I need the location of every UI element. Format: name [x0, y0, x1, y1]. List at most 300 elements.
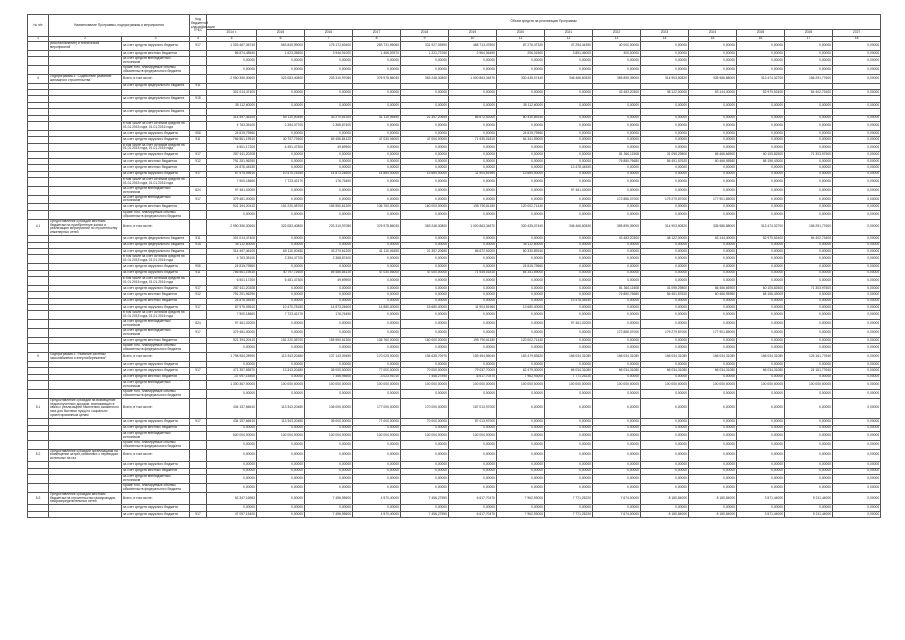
row-amount: 0,00000 [833, 492, 881, 505]
row-amount: 0,00000 [305, 425, 353, 431]
row-amount: 14 873,24600 [305, 171, 353, 177]
row-amount: 0,00000 [641, 249, 689, 255]
header-year: 2022 [593, 30, 641, 37]
row-amount: 166 034,31080 [737, 353, 785, 362]
row-amount: 0,00000 [305, 298, 353, 304]
row-amount: 100 000,00000 [641, 380, 689, 389]
row-amount: 0,00000 [689, 102, 737, 108]
row-amount: 330 435,07440 [497, 219, 545, 236]
table-row [28, 353, 881, 362]
row-amount: 113 343,20480 [257, 353, 305, 362]
row-amount: 0,00000 [401, 130, 449, 136]
row-number [28, 389, 49, 398]
row-funding-source: за счет средств местных бюджетов [122, 158, 190, 164]
row-budget-code: 911 [190, 137, 207, 143]
row-amount: 0,00000 [593, 270, 641, 276]
row-amount: 0,00000 [737, 264, 785, 270]
row-amount: 0,00000 [353, 276, 401, 285]
row-amount: 0,00000 [689, 468, 737, 474]
row-amount: 0,00000 [497, 255, 545, 264]
row-amount: 283 731,95060 [353, 42, 401, 51]
row-amount: 0,00000 [833, 431, 881, 440]
row-amount: 100 000,00000 [353, 431, 401, 440]
row-amount: 0,00000 [641, 311, 689, 320]
row-funding-source: Всего, в том числе: [122, 449, 190, 462]
row-amount: 40 797,72600 [257, 137, 305, 143]
row-amount: 0,00000 [689, 210, 737, 219]
row-event-name [49, 311, 122, 320]
row-amount: 0,00000 [833, 419, 881, 425]
row-amount: 0,00000 [207, 361, 257, 367]
row-amount: 0,00000 [449, 298, 497, 304]
row-amount: 314 497,46100 [207, 115, 257, 121]
row-amount: 0,00000 [593, 505, 641, 511]
row-amount: 24 815,79560 [207, 130, 257, 136]
row-amount: 0,00000 [353, 311, 401, 320]
row-amount: 48 122,00000 [641, 90, 689, 96]
row-amount: 1 798 984,28990 [207, 353, 257, 362]
row-amount: 0,00000 [497, 468, 545, 474]
row-amount: 0,00000 [737, 171, 785, 177]
row-amount: 0,00000 [833, 361, 881, 367]
row-funding-source: в том числе за счет остатков средств на 01.01.2015 года, 01.01.2016 года [122, 255, 190, 264]
row-amount: 87 013,97000 [449, 419, 497, 425]
row-event-name: (восстановление) и технических мероприятий [49, 42, 122, 51]
row-amount: 3 851,46000 [545, 50, 593, 56]
row-amount: 113 343,20480 [257, 419, 305, 425]
row-amount: 0,00000 [545, 483, 593, 492]
row-amount: 36 000,00000 [305, 419, 353, 425]
row-amount: 0,00000 [257, 475, 305, 484]
row-amount: 0,00000 [641, 255, 689, 264]
row-amount: 43 270,61200 [305, 249, 353, 255]
row-amount: 0,00000 [207, 462, 257, 468]
row-amount: 40 000,00000 [593, 42, 641, 51]
row-amount: 0,00000 [449, 236, 497, 242]
row-amount: 0,00000 [641, 42, 689, 51]
row-amount: 0,00000 [641, 425, 689, 431]
row-amount: 10 470,78150 [257, 171, 305, 177]
row-amount: 7 962,93000 [497, 511, 545, 517]
row-amount: 0,00000 [833, 462, 881, 468]
row-amount: 0,00000 [737, 483, 785, 492]
row-amount: 0,00000 [545, 276, 593, 285]
row-amount: 179 279,87000 [641, 195, 689, 204]
row-amount: 0,00000 [593, 374, 641, 380]
row-amount: 7 456,95600 [305, 492, 353, 505]
row-amount: 0,00000 [785, 186, 833, 195]
table-row [28, 186, 881, 195]
row-amount: 179 279,87000 [641, 328, 689, 337]
row-amount: 0,00000 [641, 66, 689, 75]
row-amount: 195 790,61180 [449, 204, 497, 210]
row-amount: 500 000,00000 [207, 431, 257, 440]
row-amount: 97 461,02000 [545, 186, 593, 195]
row-amount: 0,00000 [401, 328, 449, 337]
row-funding-source: в том числе за счет остатков средств на 01.01.2015 года, 01.01.2016 года [122, 177, 190, 186]
table-body [28, 42, 881, 518]
row-amount: 0,00000 [449, 389, 497, 398]
row-budget-code: 915 [190, 242, 207, 248]
row-amount: 81 360,11508 [593, 285, 641, 291]
row-amount: 0,00000 [689, 505, 737, 511]
row-amount: 6 617,70470 [449, 511, 497, 517]
row-amount: 0,00000 [353, 505, 401, 511]
row-amount: 35 112,60000 [207, 242, 257, 248]
row-amount: 0,00000 [353, 210, 401, 219]
row-amount: 0,00000 [833, 50, 881, 56]
header-year: 2018 [401, 30, 449, 37]
row-amount: 35 112,60000 [207, 102, 257, 108]
row-amount: 0,00000 [593, 66, 641, 75]
row-amount: 434 157,66610 [207, 398, 257, 419]
row-amount: 87 575,09610 [207, 171, 257, 177]
row-amount: 0,00000 [305, 66, 353, 75]
row-funding-source: за счет средств местных бюджетов [122, 292, 190, 298]
row-amount: 0,00000 [449, 483, 497, 492]
row-amount: 0,00000 [545, 66, 593, 75]
header-year: 2020 [497, 30, 545, 37]
row-amount: 0,00000 [305, 102, 353, 108]
row-amount: 0,00000 [641, 165, 689, 171]
row-amount: 0,00000 [593, 337, 641, 343]
row-amount: 52 979,52400 [737, 236, 785, 242]
header-year: 2023 [641, 30, 689, 37]
row-amount: 0,00000 [545, 152, 593, 158]
row-amount: 0,00000 [593, 468, 641, 474]
row-budget-code: 915 [190, 96, 207, 102]
row-amount: 0,00000 [737, 42, 785, 51]
row-amount: 335 986,88000 [689, 74, 737, 83]
row-amount: 0,00000 [545, 419, 593, 425]
row-amount: 69 456,84120 [305, 270, 353, 276]
row-amount: 0,00000 [305, 90, 353, 96]
row-amount: 0,00000 [785, 66, 833, 75]
row-amount: 4 763,35100 [207, 121, 257, 130]
row-amount: 921 394,20410 [207, 204, 257, 210]
row-amount: 0,00000 [785, 431, 833, 440]
row-amount: 0,00000 [401, 255, 449, 264]
header-number: № п/п [28, 15, 49, 37]
row-amount: 7 456,27590 [401, 511, 449, 517]
row-amount: 151 220,08700 [257, 204, 305, 210]
row-amount: 70 000,00000 [401, 368, 449, 374]
row-amount: 0,00000 [305, 130, 353, 136]
row-amount: 68 156,43000 [737, 292, 785, 298]
row-amount: 172 886,07000 [593, 195, 641, 204]
row-amount: 0,00000 [257, 425, 305, 431]
row-funding-source: за счет средств федерального бюджета [122, 249, 190, 255]
row-funding-source: за счет средств внебюджетных источников [122, 475, 190, 484]
row-amount: 0,00000 [833, 171, 881, 177]
row-budget-code [190, 66, 207, 75]
row-budget-code [190, 353, 207, 362]
row-budget-code [190, 311, 207, 320]
row-amount: 0,00000 [689, 165, 737, 171]
row-amount: 0,00000 [449, 328, 497, 337]
row-amount: 100 000,00000 [401, 380, 449, 389]
row-amount: 15 680,00000 [401, 304, 449, 310]
row-amount: 0,00000 [785, 337, 833, 343]
row-budget-code [190, 492, 207, 505]
row-amount: 0,00000 [593, 115, 641, 121]
row-amount: 0,00000 [593, 143, 641, 152]
row-number: 5.3 [28, 492, 49, 505]
row-amount: 0,00000 [593, 425, 641, 431]
row-amount: 6 501,17200 [207, 143, 257, 152]
row-amount: 0,00000 [207, 344, 257, 353]
row-amount: 80 330,89240 [497, 115, 545, 121]
row-amount: 0,00000 [689, 177, 737, 186]
row-amount: 195 790,61180 [449, 337, 497, 343]
row-amount: 0,00000 [545, 242, 593, 248]
header-funds: Объем средств на реализацию Программы [207, 15, 881, 30]
table-row [28, 511, 881, 517]
row-amount: 6 451,47300 [257, 276, 305, 285]
row-amount: 0,00000 [593, 57, 641, 66]
table-row [28, 74, 881, 83]
row-amount: 0,00000 [641, 449, 689, 462]
row-number [28, 42, 49, 51]
row-amount: 0,00000 [641, 374, 689, 380]
row-event-name: Предоставление субсидий местным бюджетам на строительство газопроводов, газораспределительных сетей [49, 492, 122, 505]
row-amount: 8 180,84000 [641, 511, 689, 517]
row-amount: 7 771,25220 [545, 492, 593, 505]
row-amount: 0,00000 [593, 398, 641, 419]
row-amount: 0,00000 [641, 505, 689, 511]
row-number [28, 66, 49, 75]
row-event-name: Предоставление субсидий на возмещение недополученных доходов, возникающих в связи с реализацией населению сжиженного газа для бытовых нужд по социально ориентированным ценам [49, 398, 122, 419]
row-budget-code: 906 [190, 264, 207, 270]
row-amount: 0,00000 [449, 462, 497, 468]
row-amount: 0,00000 [401, 425, 449, 431]
row-funding-source: за счет средств федерального бюджета [122, 83, 190, 89]
header-year: 2026 [785, 30, 833, 37]
header-year: 2025 [737, 30, 785, 37]
row-number: 4.1 [28, 219, 49, 236]
row-amount: 0,00000 [449, 210, 497, 219]
row-amount: 24 876,44530 [207, 165, 257, 171]
row-amount: 56 451,57620 [641, 158, 689, 164]
row-amount: 0,00000 [207, 505, 257, 511]
row-amount: 0,00000 [353, 66, 401, 75]
row-amount: 0,00000 [545, 236, 593, 242]
row-amount: 0,00000 [545, 130, 593, 136]
row-amount: 0,00000 [257, 292, 305, 298]
row-amount: 77 000,00000 [353, 419, 401, 425]
table-row [28, 492, 881, 505]
row-amount: 0,00000 [833, 483, 881, 492]
row-amount: 0,00000 [353, 425, 401, 431]
row-amount: 0,00000 [449, 320, 497, 329]
row-amount: 363 248,30800 [401, 219, 449, 236]
row-amount: 0,00000 [305, 285, 353, 291]
row-amount: 0,00000 [641, 50, 689, 56]
row-amount: 0,00000 [641, 210, 689, 219]
row-amount: 0,00000 [593, 483, 641, 492]
row-amount: 335 986,88000 [689, 219, 737, 236]
row-amount: 0,00000 [689, 440, 737, 449]
table-row [28, 483, 881, 492]
row-number [28, 511, 49, 517]
row-amount: 100 000,00000 [305, 380, 353, 389]
row-amount: 0,00000 [545, 285, 593, 291]
row-amount: 100 000,00000 [449, 431, 497, 440]
row-number [28, 483, 49, 492]
row-amount: 0,00000 [785, 102, 833, 108]
table-row [28, 440, 881, 449]
header-year: 2021 [545, 30, 593, 37]
table-row [28, 398, 881, 419]
row-amount: 0,00000 [689, 276, 737, 285]
row-amount: 0,00000 [545, 468, 593, 474]
row-amount: 7 900,18660 [207, 177, 257, 186]
row-amount: 0,00000 [593, 177, 641, 186]
row-amount: 0,00000 [449, 195, 497, 204]
row-amount: 0,00000 [401, 292, 449, 298]
row-amount: 0,00000 [833, 276, 881, 285]
row-amount: 0,00000 [641, 337, 689, 343]
row-amount: 0,00000 [449, 121, 497, 130]
row-amount: 3 571,44000 [737, 492, 785, 505]
row-amount: 47 030,06000 [353, 270, 401, 276]
row-amount: 97 461,02000 [545, 320, 593, 329]
row-amount: 0,00000 [497, 425, 545, 431]
row-amount: 0,00000 [689, 449, 737, 462]
row-amount: 0,00000 [257, 505, 305, 511]
row-amount: 0,00000 [449, 102, 497, 108]
row-funding-source: за счет средств внебюджетных источников [122, 195, 190, 204]
row-amount: 11 904,81960 [449, 304, 497, 310]
row-amount: 156 291,77600 [785, 74, 833, 83]
row-amount: 0,00000 [785, 255, 833, 264]
row-amount: 0,00000 [257, 152, 305, 158]
row-budget-code [190, 380, 207, 389]
row-event-name [49, 475, 122, 484]
row-amount: 13 680,00000 [497, 304, 545, 310]
row-amount: 160 000,00000 [401, 337, 449, 343]
row-amount: 0,00000 [497, 483, 545, 492]
row-amount: 0,00000 [833, 158, 881, 164]
row-amount: 0,00000 [833, 449, 881, 462]
row-amount: 0,00000 [353, 468, 401, 474]
row-amount: -3 023,91010 [353, 374, 401, 380]
row-amount: 0,00000 [449, 468, 497, 474]
row-amount: 0,00000 [545, 361, 593, 367]
row-event-name [49, 66, 122, 75]
row-amount: 47 294,44350 [545, 42, 593, 51]
row-amount: 76 880,76680 [593, 292, 641, 298]
row-number [28, 186, 49, 195]
row-amount: 156 291,77600 [785, 219, 833, 236]
row-amount: 0,00000 [689, 186, 737, 195]
row-funding-source: за счет средств внебюджетных источников [122, 320, 190, 329]
row-funding-source: Кроме того, планируемые объемы обязательств федерального бюджета [122, 210, 190, 219]
row-event-name [49, 320, 122, 329]
row-amount: 6 617,70470 [449, 492, 497, 505]
row-amount: 0,00000 [401, 440, 449, 449]
header-year: 2019 [449, 30, 497, 37]
row-amount: 0,00000 [545, 475, 593, 484]
row-amount: 7 771,25220 [545, 374, 593, 380]
row-event-name: Подпрограмма 5 "Развитие системы газоснабжения и энергосбережения" [49, 353, 122, 362]
row-amount: 0,00000 [449, 264, 497, 270]
row-amount: 159 454,56040 [449, 353, 497, 362]
row-amount: 0,00000 [353, 462, 401, 468]
row-amount: 0,00000 [401, 468, 449, 474]
row-amount: 66 672,92000 [449, 115, 497, 121]
row-amount: 0,00000 [305, 242, 353, 248]
row-amount: 791 251,96290 [207, 292, 257, 298]
row-amount: 0,00000 [785, 177, 833, 186]
row-amount: 0,00000 [545, 449, 593, 462]
row-amount: 0,00000 [449, 130, 497, 136]
row-amount: 0,00000 [785, 204, 833, 210]
row-amount: 11 904,81960 [449, 171, 497, 177]
row-amount: 0,00000 [785, 276, 833, 285]
row-amount: 0,00000 [785, 121, 833, 130]
row-amount: 0,00000 [737, 204, 785, 210]
row-budget-code [190, 344, 207, 353]
row-amount: 0,00000 [449, 152, 497, 158]
row-amount: 0,00000 [641, 431, 689, 440]
row-amount: 9 211,44000 [785, 492, 833, 505]
row-event-name [49, 511, 122, 517]
row-amount: 7 900,18660 [207, 311, 257, 320]
row-amount: 0,00000 [353, 361, 401, 367]
row-event-name [49, 143, 122, 152]
row-amount: 100 000,00000 [689, 380, 737, 389]
row-amount: 97 461,02000 [207, 186, 257, 195]
row-amount: 1 300 367,00000 [207, 380, 257, 389]
row-amount: 0,00000 [833, 389, 881, 398]
row-amount: 100 000,00000 [401, 431, 449, 440]
row-amount: 0,00000 [689, 398, 737, 419]
row-amount: 0,00000 [353, 292, 401, 298]
row-amount: 331 927,05590 [401, 42, 449, 51]
row-amount: 0,00000 [401, 298, 449, 304]
row-amount: 0,00000 [497, 236, 545, 242]
row-amount: 0,00000 [305, 389, 353, 398]
row-event-name [49, 431, 122, 440]
row-number [28, 328, 49, 337]
row-amount: 0,00000 [737, 475, 785, 484]
row-amount: 13 680,00000 [497, 171, 545, 177]
row-amount: 0,00000 [545, 311, 593, 320]
row-amount: 355 895,39000 [593, 74, 641, 83]
row-amount: 24 815,79560 [207, 264, 257, 270]
row-amount: 0,00000 [401, 361, 449, 367]
row-amount: 0,00000 [305, 449, 353, 462]
row-event-name [49, 483, 122, 492]
row-amount: 7 674,00000 [593, 492, 641, 505]
row-amount: 0,00000 [257, 165, 305, 171]
row-amount: 791 251,96290 [207, 158, 257, 164]
row-amount: 0,00000 [737, 195, 785, 204]
row-amount: 124 161,77640 [785, 353, 833, 362]
row-amount: 0,00000 [545, 270, 593, 276]
row-amount: 0,00000 [737, 102, 785, 108]
row-amount: 170 000,00000 [401, 398, 449, 419]
row-amount: 0,00000 [401, 264, 449, 270]
row-amount: 330 435,07440 [497, 74, 545, 83]
row-amount: 0,00000 [689, 57, 737, 66]
row-funding-source: за счет средств окружного бюджета [122, 270, 190, 276]
row-amount: 54 402,73400 [785, 236, 833, 242]
header-column-index: 11 [497, 37, 545, 42]
row-amount: 0,00000 [545, 389, 593, 398]
row-funding-source: за счет средств окружного бюджета [122, 152, 190, 158]
